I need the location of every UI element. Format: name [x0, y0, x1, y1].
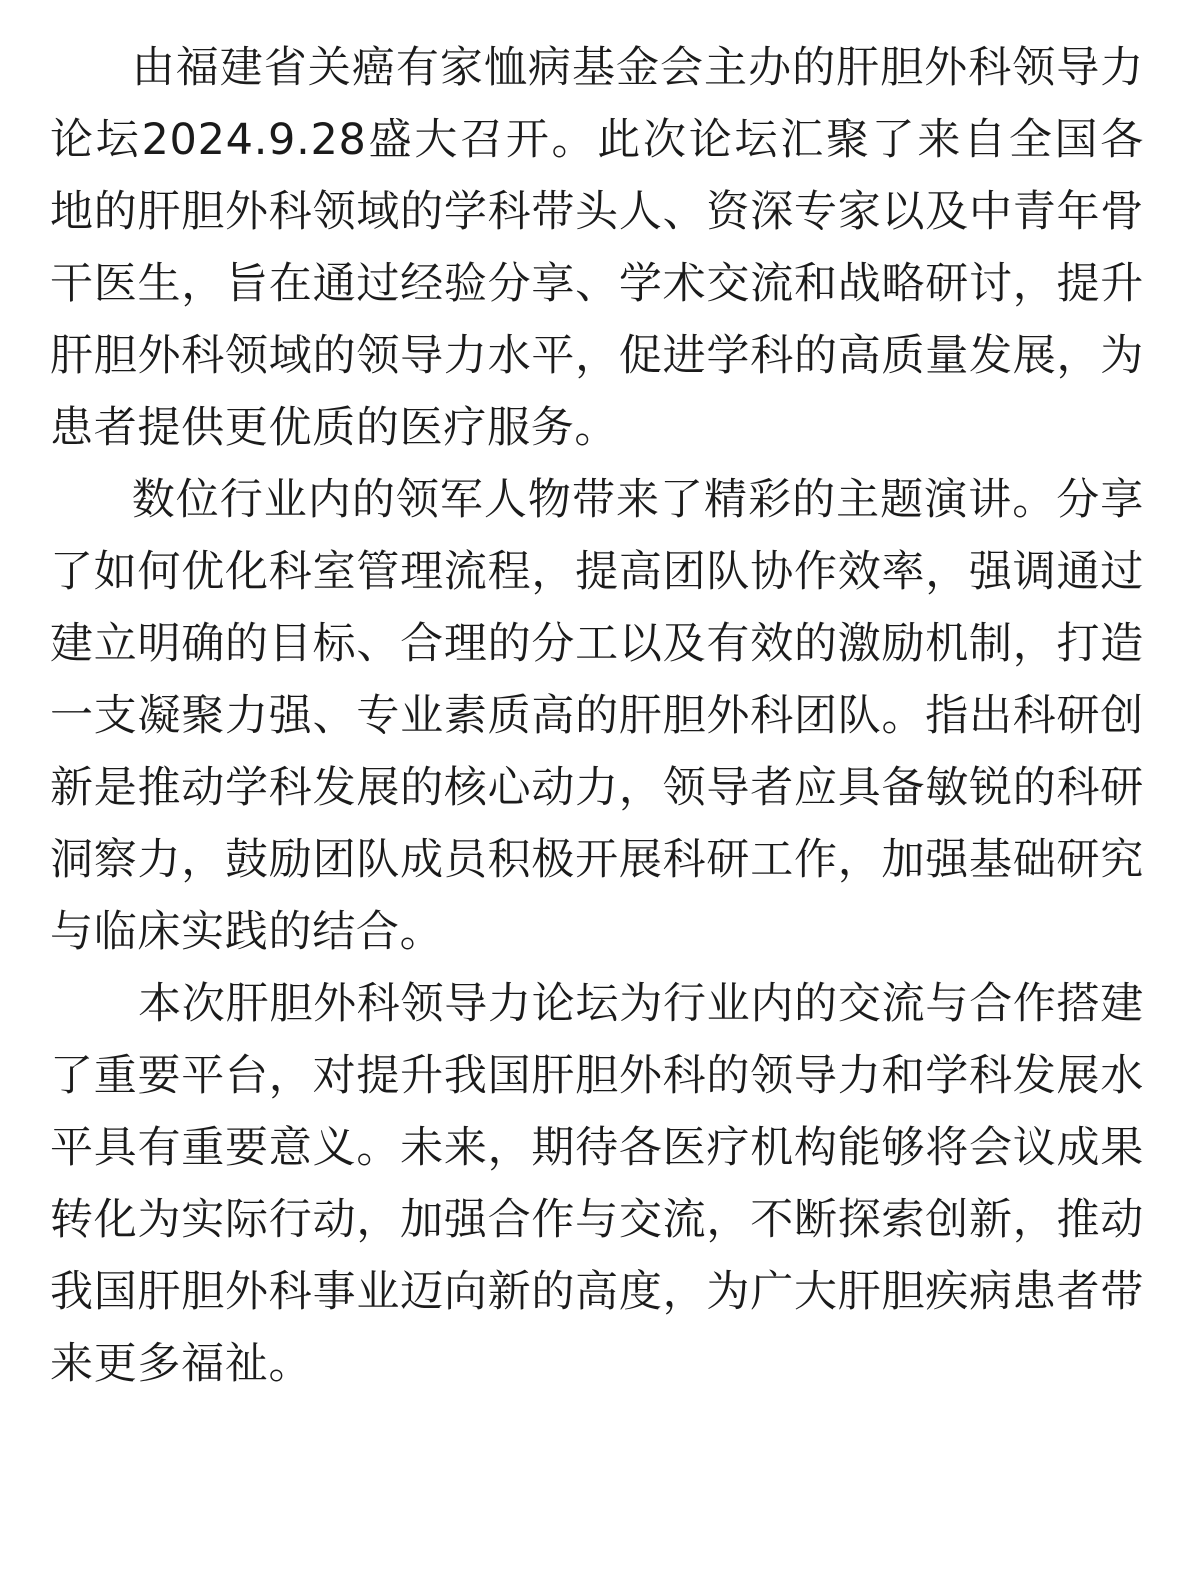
article-paragraph-keynote-speeches: 数位行业内的领军人物带来了精彩的主题演讲。分享了如何优化科室管理流程，提高团队协作效率，强调通过建立明确的目标、合理的分工以及有效的激励机制，打造一支凝聚力强、专业素质高的肝胆外科团队。指出科研创新是推动学科发展的核心动力，领导者应具备敏锐的科研洞察力，鼓励团队成员积极开展科研工作，加强基础研究与临床实践的结合。 — [50, 475, 1144, 957]
article-paragraph-forum-significance: 本次肝胆外科领导力论坛为行业内的交流与合作搭建了重要平台，对提升我国肝胆外科的领导力和学科发展水平具有重要意义。未来，期待各医疗机构能够将会议成果转化为实际行动，加强合作与交流，不断探索创新，推动我国肝胆外科事业迈向新的高度，为广大肝胆疾病患者带来更多福祉。 — [50, 979, 1144, 1389]
news-article — [0, 32, 1200, 1400]
article-paragraph-forum-opening: 由福建省关癌有家恤病基金会主办的肝胆外科领导力论坛2024.9.28盛大召开。此次论坛汇聚了来自全国各地的肝胆外科领域的学科带头人、资深专家以及中青年骨干医生，旨在通过经验分享、学术交流和战略研讨，提升肝胆外科领域的领导力水平，促进学科的高质量发展，为患者提供更优质的医疗服务。 — [50, 43, 1144, 453]
